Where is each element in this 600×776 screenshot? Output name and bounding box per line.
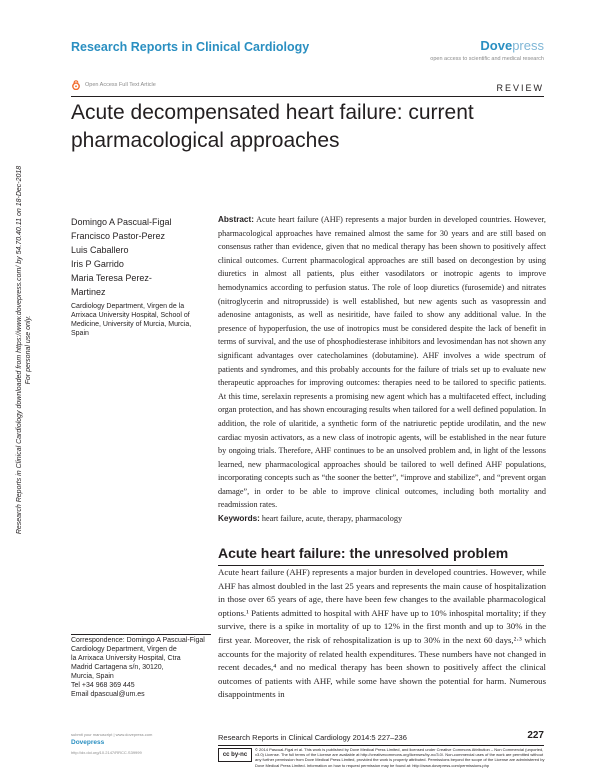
footer-divider: [218, 745, 544, 746]
author-name: Martinez: [71, 287, 106, 297]
publisher-tagline: open access to scientific and medical research: [430, 56, 544, 62]
license-text: © 2014 Pascual-Figal et al. This work is published by Dove Medical Press Limited, and licensed under Creative Commons Attribution – Non Commercial (unported, v3.0) License. The full terms of the License are available at http://creativecommons.org/licenses/by-nc/3.0/. Non-commercial uses of the work are permitted without any further permission from Dove Medical Press Limited, provided the work is properly attributed. Permissions beyond the scope of the License are administered by Dove Medical Press Limited. Information on how to request permission may be found at: http://www.dovepress.com/permissions.php: [255, 747, 545, 768]
abstract-text: Acute heart failure (AHF) represents a major burden in developed countries. However, pharmacological approaches have remained almost the same for 30 years and are still based on consensus rather than evidence, given that no medical therapy has been shown to positively affect clinical outcomes. Current pharmacological approaches are still based on decongestion by using diuretics in almost all patients, plus either vasodilators or inotropic agents to improve hemodynamics according to perfusion status. The role of loop diuretics (furosemide) and nitrates (nitroglycerin and nitroprusside) is well established, but new agents such as vasopressin and adenosine antagonists, as well as nesiritide, have failed to show any additional value. In the presence of hypoperfusion, the use of inotropics must be considered despite the lack of benefit in terms of survival, and the use of phosphodiesterase inhibitors and levosimendan has not shown any significant advantages over catecholamines (dobutamine). AHF involves a wide spectrum of patients and syndromes, and this probably accounts for the failure of trials set up to evaluate new therapeutic approaches for improving outcomes: therapies need to be tailored to specific patients. At this time, serelaxin represents a promising new agent which has a multifaceted effect, including organ protection, and has shown encouraging results when tailored for a well defined population. In addition, the role of ularitide, a synthetic form of the natriuretic peptide urodilatin, and the new cardiac myosin activators, as a new class of inotropic agents, will be established in the near future by ongoing trials. Therefore, AHF continues to be an unsolved problem and, in light of the lessons learned, new pharmacological approaches should be tailored to well defined AHF populations, incorporating concepts such as “the sooner the better”, “improve and stabilize”, and “prevent organ damage”, in order to be able to improve clinical outcomes, including both mortality and readmission rates.: [218, 215, 546, 510]
submit-manuscript-link[interactable]: submit your manuscript | www.dovepress.com: [71, 732, 153, 737]
correspondence-email[interactable]: Email dpascual@um.es: [71, 691, 145, 698]
correspondence-label: Correspondence: Domingo A Pascual-Figal: [71, 637, 205, 644]
keywords-label: Keywords:: [218, 514, 260, 524]
correspondence-line: la Arrixaca University Hospital, Ctra: [71, 655, 181, 662]
article-title: Acute decompensated heart failure: current pharmacological approaches: [71, 101, 474, 152]
open-access-row: [71, 80, 156, 90]
author-list: [71, 215, 211, 299]
publisher-dove-text: Dove: [480, 38, 513, 53]
open-access-label: Open Access Full Text Article: [85, 82, 156, 88]
abstract: [218, 213, 546, 526]
correspondence-line: Cardiology Department, Virgen de: [71, 646, 177, 653]
correspondence-line: Tel +34 968 369 445: [71, 682, 135, 689]
footer-dovepress-logo[interactable]: Dovepress: [71, 739, 105, 746]
publisher-press-text: press: [512, 38, 544, 53]
open-access-icon: [71, 80, 81, 90]
article-type: REVIEW: [496, 83, 544, 93]
header-divider: [71, 96, 544, 97]
publisher-logo[interactable]: [480, 38, 544, 53]
author-name: Maria Teresa Perez-: [71, 273, 152, 283]
doi-link[interactable]: http://dx.doi.org/10.2147/RRCC.S39999: [71, 750, 142, 755]
section-body: Acute heart failure (AHF) represents a major burden in developed countries. However, while AHF has almost doubled in the last 25 years and represents the main cause of hospitalization in those over 65 years of age, there have been few changes to the available pharmacological options.¹ Patients admitted to hospital with AHF have up to 10% inhospital mortality; if they survive, there is a spike in mortality of up to 12% in the first month and up to 30% in the first year. Moreover, the risk of rehospitalization is up to 30% in the next 60 days,²·³ which accounts for the majority of related health expenditures. These numbers have not changed in recent decades,⁴ and no medical therapy has been shown to positively affect the clinical outcomes of patients with AHF, while some have shown the potential for harm. Numerous disappointments in: [218, 567, 546, 700]
author-name: Luis Caballero: [71, 245, 129, 255]
footer-citation: Research Reports in Clinical Cardiology 2014:5 227–236: [218, 733, 407, 742]
author-affiliation: Cardiology Department, Virgen de la Arrixaca University Hospital, School of Medicine, University of Murcia, Murcia, Spain: [71, 303, 192, 337]
author-name: Francisco Pastor-Perez: [71, 231, 166, 241]
cc-license-badge[interactable]: cc by-nc: [218, 748, 252, 762]
page-number: 227: [527, 730, 544, 741]
journal-name: Research Reports in Clinical Cardiology: [71, 40, 310, 54]
download-note: [8, 140, 40, 560]
correspondence-block: [71, 636, 211, 699]
download-note-line2: For personal use only.: [25, 315, 32, 385]
author-name: Domingo A Pascual-Figal: [71, 217, 172, 227]
author-name: Iris P Garrido: [71, 259, 124, 269]
section-heading: Acute heart failure: the unresolved problem: [218, 545, 509, 561]
correspondence-divider: [71, 634, 211, 635]
keywords-text: heart failure, acute, therapy, pharmacology: [261, 514, 403, 524]
correspondence-line: Murcia, Spain: [71, 673, 114, 680]
correspondence-line: Madrid Cartagena s/n, 30120,: [71, 664, 164, 671]
download-note-line1: Research Reports in Clinical Cardiology downloaded from https://www.dovepress.com/ by 54.70.40.11 on 18-Dec-2018: [16, 165, 23, 535]
abstract-label: Abstract:: [218, 215, 254, 224]
